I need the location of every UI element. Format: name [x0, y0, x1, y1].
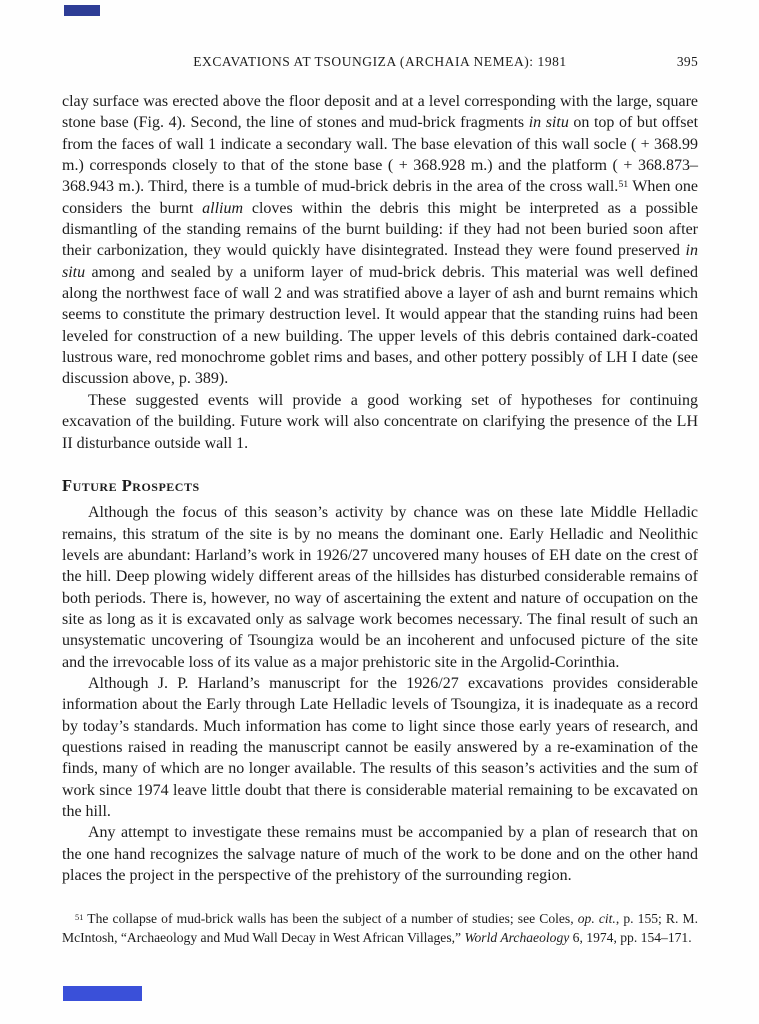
paragraph-plan-of-research: Any attempt to investigate these remains must be accompanied by a plan of research that on the one hand recognizes the salvage nature of much of the work to be done and on the other hand places the project in the perspective of the prehistory of the surrounding region.: [62, 824, 698, 885]
running-head: [62, 54, 698, 70]
paragraph-harland-manuscript: Although J. P. Harland’s manuscript for the 1926/27 excavations provides considerable information about the Early through Late Helladic levels of Tsoungiza, it is inadequate as a record by today’s standards. Much information has come to light since those early years of research, and questions raised in reading the manuscript cannot be easily answered by a re-examination of the finds, many of which are no longer available. The results of this season’s activities and the sum of work since 1974 leave little doubt that there is considerable material remaining to be excavated on the hill.: [62, 674, 698, 820]
footnote-51: $^{51}$ The collapse of mud-brick walls has been the subject of a number of studies; see Coles, op. cit., p. 155; R. M. McIntosh, “Archaeology and Mud Wall Decay in West African Villages,” World Archaeology 6, 1974, pp. 154–171.: [62, 911, 698, 946]
paragraph-suggested-events: These suggested events will provide a good working set of hypotheses for continuing excavation of the building. Future work will also concentrate on clarifying the presence of the LH II disturbance outside wall 1.: [62, 391, 698, 452]
page-number: 395: [676, 54, 698, 69]
paragraph-clay-surface: clay surface was erected above the floor deposit and at a level corresponding with the large, square stone base (Fig. 4). Second, the line of stones and mud-brick fragments in situ on top of but offset from the faces of wall 1 indicate a secondary wall. The base elevation of this wall socle ( + 368.99 m.) corresponds closely to that of the stone base ( + 368.928 m.) and the platform ( + 368.873–368.943 m.). Third, there is a tumble of mud-brick debris in the area of the cross wall.$^{51}$ When one considers the burnt allium cloves within the debris this might be interpreted as a possible dismantling of the standing remains of the burnt building: if they had not been buried soon after their carbonization, they would quickly have disintegrated. Instead they were found preserved in situ among and sealed by a uniform layer of mud-brick debris. This material was well defined along the northwest face of wall 2 and was stratified above a layer of ash and burnt remains which seems to constitute the primary destruction level. It would appear that the standing ruins had been leveled for construction of a new building. The upper levels of this debris contained dark-coated lustrous ware, red monochrome goblet rims and bases, and other pottery possibly of LH I date (see discussion above, p. 389).: [62, 93, 699, 388]
paragraph-season-focus: Although the focus of this season’s activity by chance was on these late Middle Helladic remains, this stratum of the site is by no means the dominant one. Early Helladic and Neolithic levels are abundant: Harland’s work in 1926/27 uncovered many houses of EH date on the crest of the hill. Deep plowing widely different areas of the hillsides has disturbed considerable remains of both periods. There is, however, no way of ascertaining the extent and nature of occupation on the site as long as it is excavated only as salvage work becomes necessary. The final result of such an unsystematic uncovering of Tsoungiza would be an incoherent and unfocused picture of the site and the irrevocable loss of its value as a major prehistoric site in the Argolid-Corinthia.: [62, 504, 698, 671]
scan-mark-top-left: [64, 5, 100, 16]
page-content: [62, 54, 698, 948]
scan-mark-bottom-left: [63, 986, 142, 1001]
section-heading-future-prospects: Future Prospects: [62, 475, 200, 495]
running-title: EXCAVATIONS AT TSOUNGIZA (ARCHAIA NEMEA): 1981: [193, 54, 567, 69]
article-body: [62, 91, 698, 948]
